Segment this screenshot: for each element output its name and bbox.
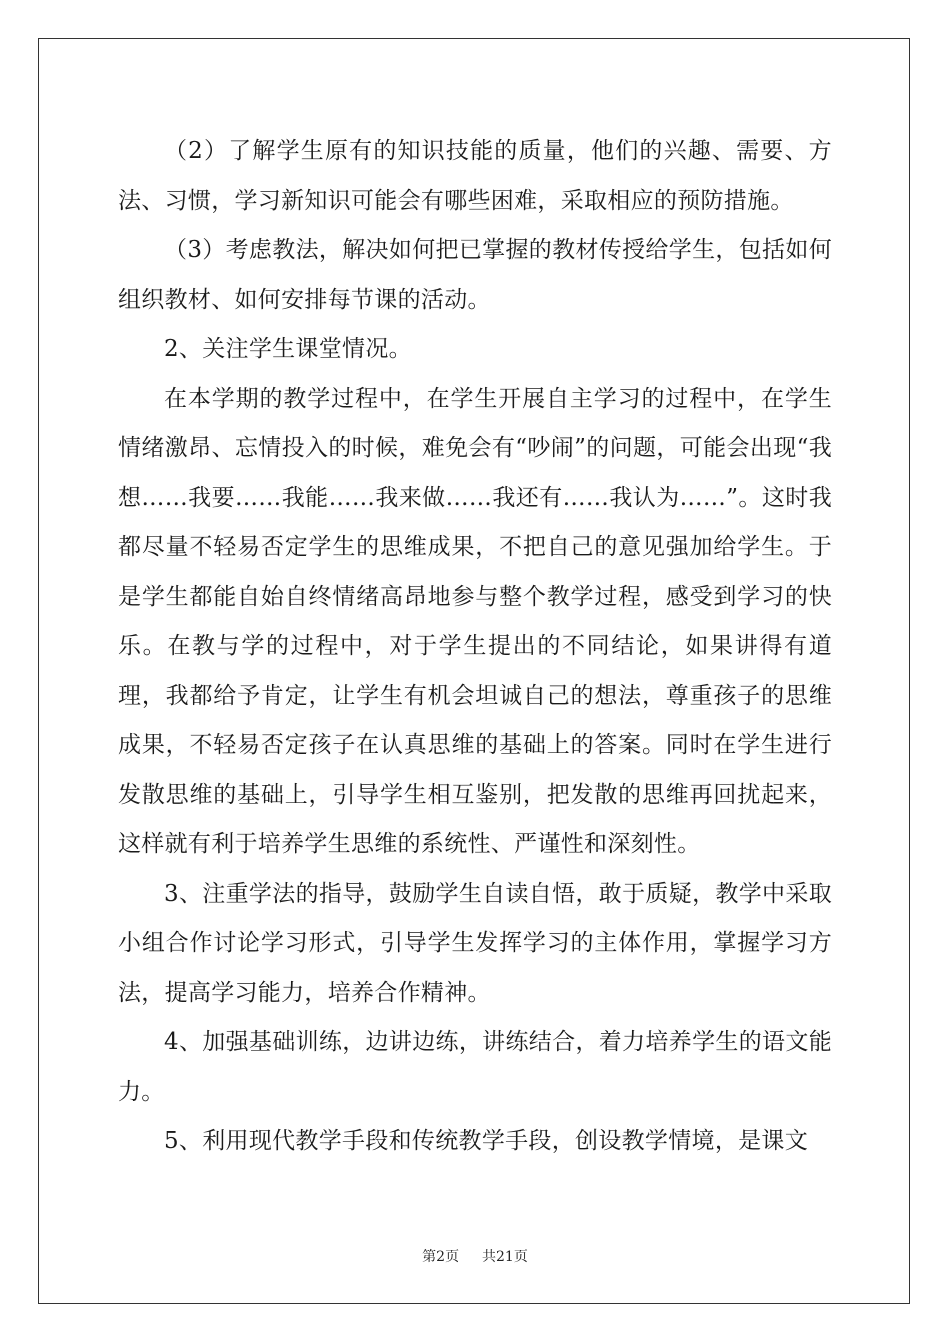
paragraph: 2、关注学生课堂情况。 <box>164 336 412 362</box>
page-total: 共21页 <box>482 1249 528 1265</box>
paragraph: 3、注重学法的指导，鼓励学生自读自悟，敢于质疑，教学中采取小组合作讨论学习形式，引导学生发挥学习的主体作用，掌握学习方法，提高学习能力，培养合作精神。 <box>118 880 832 1006</box>
paragraph: （2）了解学生原有的知识技能的质量，他们的兴趣、需要、方法、习惯，学习新知识可能会有哪些困难，采取相应的预防措施。 <box>118 138 832 214</box>
page-footer <box>0 1246 950 1266</box>
paragraph: （3）考虑教法，解决如何把已掌握的教材传授给学生，包括如何组织教材、如何安排每节课的活动。 <box>118 237 832 313</box>
page-number: 第2页 <box>422 1249 460 1265</box>
paragraph: 4、加强基础训练，边讲边练，讲练结合，着力培养学生的语文能力。 <box>118 1029 832 1105</box>
paragraph: 5、利用现代教学手段和传统教学手段，创设教学情境，是课文 <box>164 1128 809 1154</box>
document-body <box>118 127 832 1167</box>
paragraph: 在本学期的教学过程中，在学生开展自主学习的过程中，在学生情绪激昂、忘情投入的时候，难免会有“吵闹”的问题，可能会出现“我想……我要……我能……我来做……我还有……我认为……”。这时我都尽量不轻易否定学生的思维成果，不把自己的意见强加给学生。于是学生都能自始自终情绪高昂地参与整个教学过程，感受到学习的快乐。在教与学的过程中，对于学生提出的不同结论，如果讲得有道理，我都给予肯定，让学生有机会坦诚自己的想法，尊重孩子的思维成果，不轻易否定孩子在认真思维的基础上的答案。同时在学生进行发散思维的基础上，引导学生相互鉴别，把发散的思维再回扰起来，这样就有利于培养学生思维的系统性、严谨性和深刻性。 <box>118 385 832 857</box>
